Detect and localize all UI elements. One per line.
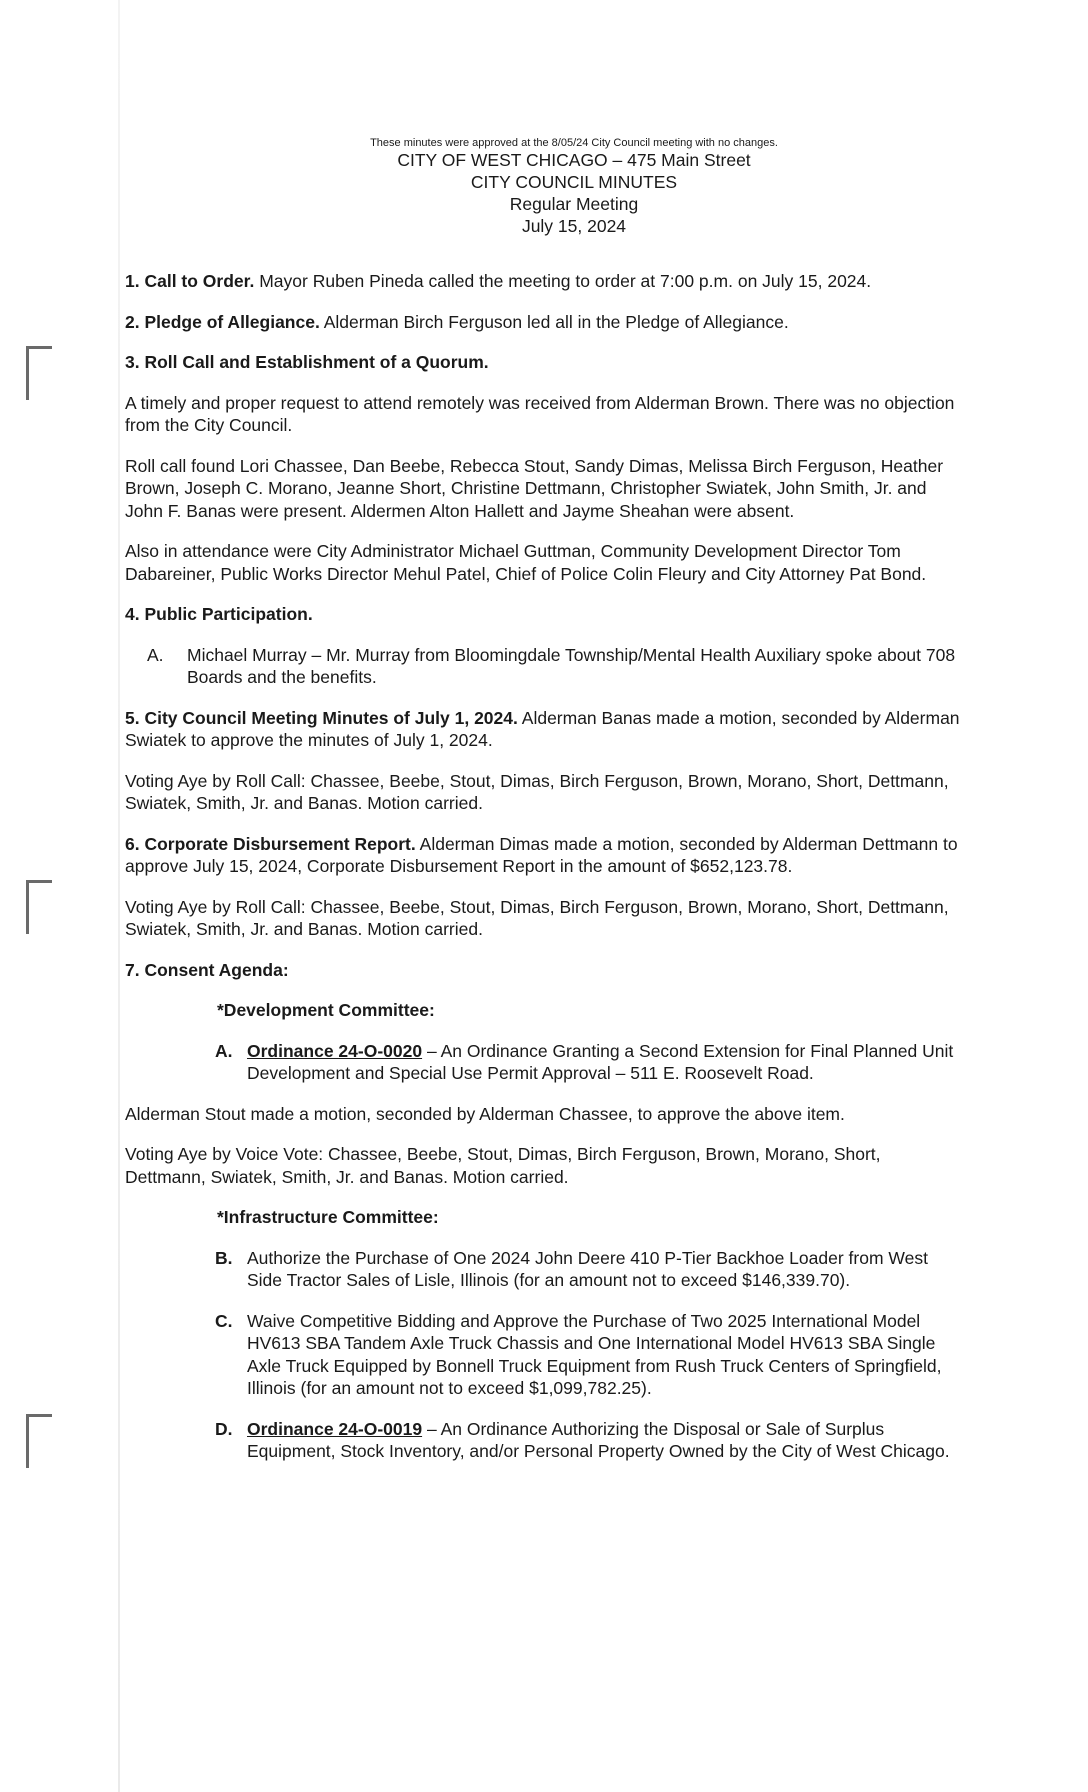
item-call-to-order bbox=[125, 270, 965, 293]
motion-text: Alderman Stout made a motion, seconded by Alderman Chassee, to approve the above item. bbox=[125, 1103, 845, 1124]
attendance-paragraph: Also in attendance were City Administrator Michael Guttman, Community Development Director Tom Dabareiner, Public Works Director Mehul Patel, Chief of Police Colin Fleury and City Attorney Pat Bond. bbox=[125, 541, 927, 584]
item-meeting-minutes bbox=[125, 707, 965, 752]
vote-result: Voting Aye by Roll Call: Chassee, Beebe, Stout, Dimas, Birch Ferguson, Brown, Morano, Short, Dettmann, Swiatek, Smith, Jr. and Banas. Motion carried. bbox=[125, 770, 949, 813]
item-disbursement-report bbox=[125, 833, 965, 878]
approval-note: These minutes were approved at the 8/05/24 City Council meeting with no changes. bbox=[370, 137, 778, 149]
item-public-participation-heading: 4. Public Participation. bbox=[125, 604, 313, 624]
item-text: – An Ordinance Granting a Second Extension for Final Planned Unit Development and Special Use Permit Approval – 511 E. Roosevelt Road. bbox=[247, 1040, 954, 1083]
item-consent-agenda-heading: 7. Consent Agenda: bbox=[125, 959, 289, 980]
item-text: Alderman Banas made a motion, seconded by Alderman Swiatek to approve the minutes of July 1, 2024. bbox=[125, 707, 960, 750]
meeting-type: Regular Meeting bbox=[509, 194, 639, 214]
consent-item-c bbox=[215, 1310, 965, 1400]
item-text: – An Ordinance Authorizing the Disposal or Sale of Surplus Equipment, Stock Inventory, and/or Personal Property Owned by the City of West Chicago. bbox=[247, 1418, 950, 1461]
consent-item-d bbox=[215, 1418, 965, 1463]
item-roll-call-heading: 3. Roll Call and Establishment of a Quorum. bbox=[125, 352, 489, 372]
public-participation-item bbox=[147, 644, 965, 689]
city-address: CITY OF WEST CHICAGO – 475 Main Street bbox=[397, 150, 751, 170]
minutes-body bbox=[125, 270, 965, 1481]
binder-mark bbox=[26, 880, 52, 934]
item-letter: C. bbox=[215, 1310, 233, 1331]
item-pledge bbox=[125, 311, 965, 334]
consent-item-b bbox=[215, 1247, 965, 1292]
roll-call-paragraph: Roll call found Lori Chassee, Dan Beebe, Rebecca Stout, Sandy Dimas, Melissa Birch Ferguson, Heather Brown, Joseph C. Morano, Jeanne Short, Christine Dettmann, Christopher Swiatek, John Smith, Jr. and John F. Banas were present. Aldermen Alton Hallett and Jayme Sheahan were absent. bbox=[125, 455, 944, 521]
remote-attendance-paragraph: A timely and proper request to attend remotely was received from Alderman Brown. There was no objection from the City Council. bbox=[125, 392, 955, 435]
vote-result: Voting Aye by Voice Vote: Chassee, Beebe, Stout, Dimas, Birch Ferguson, Brown, Morano, Short, Dettmann, Swiatek, Smith, Jr. and Banas. Motion carried. bbox=[125, 1144, 881, 1187]
item-heading: 6. Corporate Disbursement Report. bbox=[125, 833, 416, 854]
ordinance-number: Ordinance 24-O-0019 bbox=[247, 1418, 423, 1439]
binder-mark bbox=[26, 1414, 52, 1468]
item-heading: 5. City Council Meeting Minutes of July 1, 2024. bbox=[125, 707, 518, 728]
item-text: Authorize the Purchase of One 2024 John Deere 410 P-Tier Backhoe Loader from West Side Tractor Sales of Lisle, Illinois (for an amount not to exceed $146,339.70). bbox=[247, 1247, 928, 1290]
item-letter: A. bbox=[215, 1040, 233, 1061]
item-letter: D. bbox=[215, 1418, 233, 1439]
scan-edge-shadow bbox=[118, 0, 120, 1792]
consent-item-a bbox=[215, 1040, 965, 1085]
item-text: Alderman Birch Ferguson led all in the Pledge of Allegiance. bbox=[319, 311, 789, 332]
item-text: Waive Competitive Bidding and Approve the Purchase of Two 2025 International Model HV613 SBA Tandem Axle Truck Chassis and One International Model HV613 SBA Single Axle Truck Equipped by Bonnell Truck Equipment from Rush Truck Centers of Springfield, Illinois (for an amount not to exceed $1,099,782.25). bbox=[247, 1310, 942, 1398]
infrastructure-committee-heading: *Infrastructure Committee: bbox=[217, 1207, 439, 1227]
document-header bbox=[0, 137, 1088, 237]
vote-result: Voting Aye by Roll Call: Chassee, Beebe, Stout, Dimas, Birch Ferguson, Brown, Morano, Short, Dettmann, Swiatek, Smith, Jr. and Banas. Motion carried. bbox=[125, 896, 949, 939]
item-heading: 1. Call to Order. bbox=[125, 271, 255, 291]
item-letter: A. bbox=[147, 644, 164, 665]
document-title: CITY COUNCIL MINUTES bbox=[470, 172, 678, 192]
item-text: Mayor Ruben Pineda called the meeting to order at 7:00 p.m. on July 15, 2024. bbox=[254, 271, 872, 291]
development-committee-heading: *Development Committee: bbox=[217, 1000, 435, 1020]
item-text: Alderman Dimas made a motion, seconded by Alderman Dettmann to approve July 15, 2024, Corporate Disbursement Report in the amount of $652,123.78. bbox=[125, 833, 958, 876]
meeting-date: July 15, 2024 bbox=[521, 216, 627, 236]
item-heading: 2. Pledge of Allegiance. bbox=[125, 311, 320, 332]
binder-mark bbox=[26, 346, 52, 400]
ordinance-number: Ordinance 24-O-0020 bbox=[247, 1040, 423, 1061]
item-letter: B. bbox=[215, 1247, 233, 1268]
item-text: Michael Murray – Mr. Murray from Bloomingdale Township/Mental Health Auxiliary spoke about 708 Boards and the benefits. bbox=[187, 644, 956, 687]
